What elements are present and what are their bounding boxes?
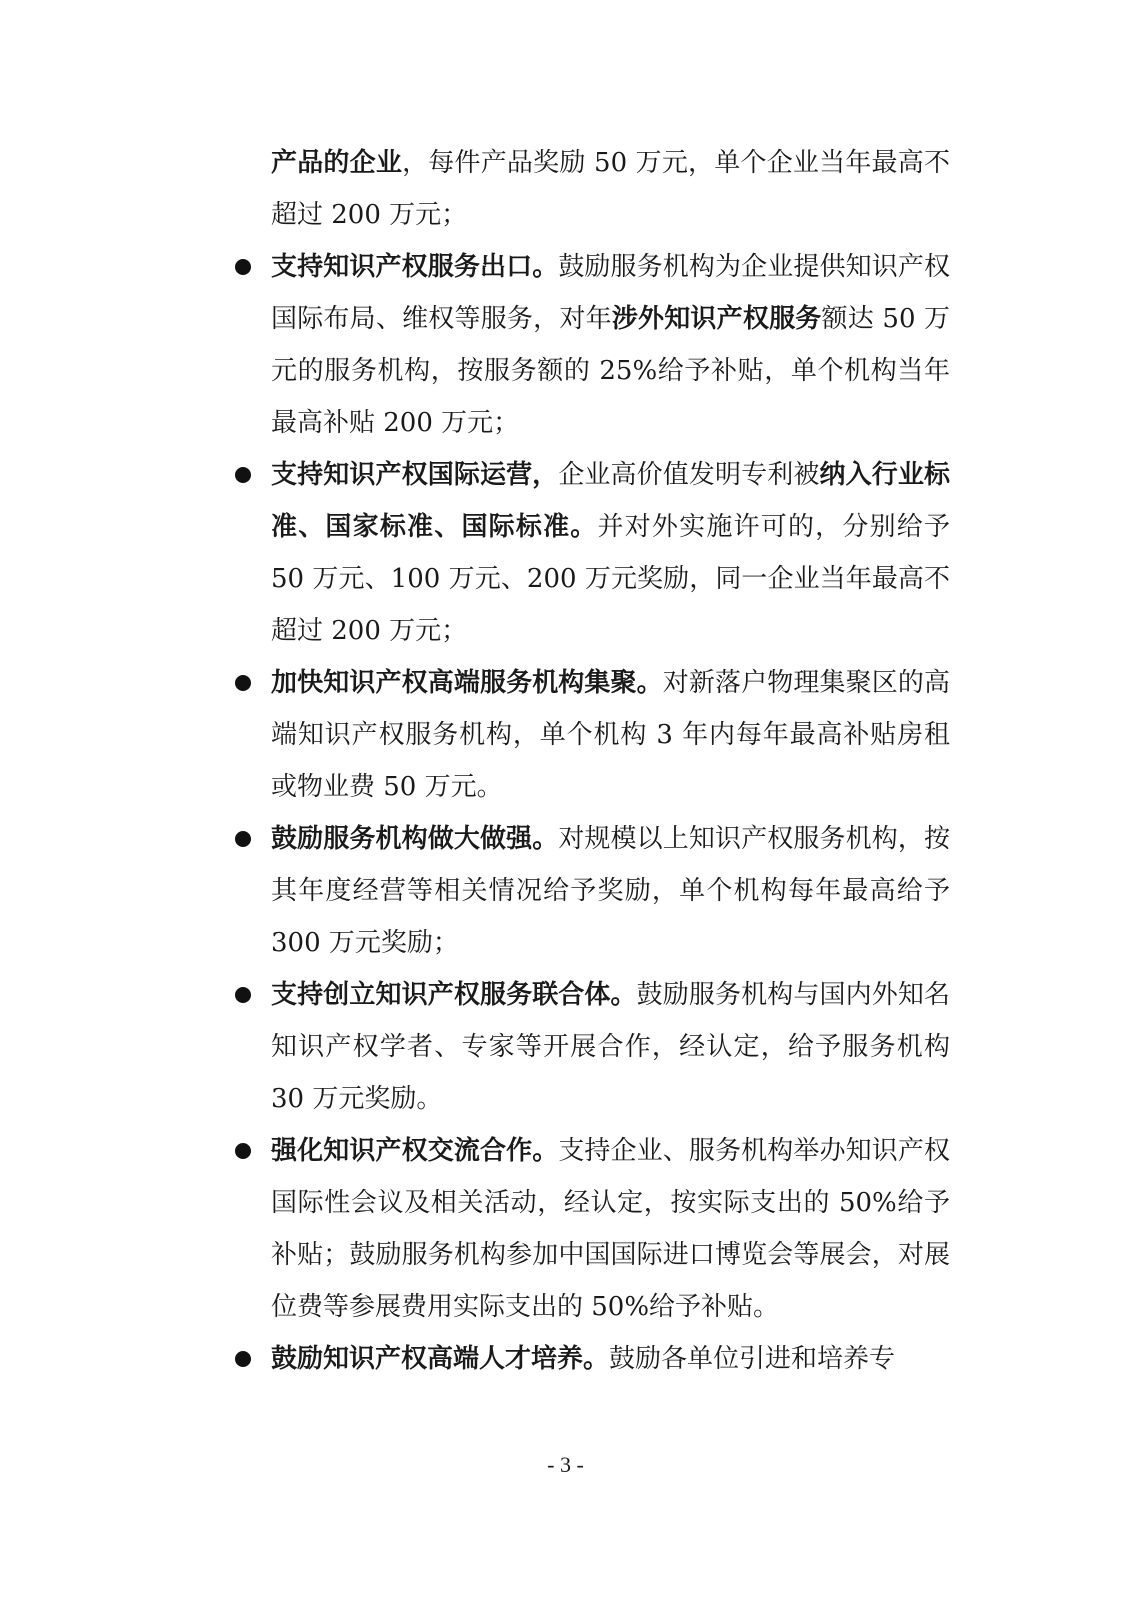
paragraph-2 (235, 449, 950, 657)
body-text: 鼓励各单位引进和培养专 (609, 1344, 896, 1374)
bullet-dot-icon (235, 467, 251, 483)
paragraph-1 (235, 241, 950, 449)
bold-text: 加快知识产权高端服务机构集聚。 (271, 668, 663, 698)
bullet-dot-icon (235, 259, 251, 275)
paragraph-4 (235, 813, 950, 969)
body-text: 鼓励服务机构为企业提供知识产权国际布局、维权等服务，对年 (271, 252, 950, 334)
body-text: 鼓励服务机构与国内外知名知识产权学者、专家等开展合作，经认定，给予服务机构 30 万元奖励。 (271, 980, 950, 1114)
paragraph-5 (235, 969, 950, 1125)
bold-text: 支持知识产权国际运营， (271, 460, 559, 490)
bold-text: 鼓励知识产权高端人才培养。 (271, 1344, 610, 1374)
bold-text: 纳入行业标准、国家标准、国际标准。 (271, 460, 950, 542)
bold-text: 涉外知识产权服务 (611, 304, 822, 334)
body-text: 对新落户物理集聚区的高端知识产权服务机构，单个机构 3 年内每年最高补贴房租或物业费 50 万元。 (271, 668, 950, 802)
bold-text: 鼓励服务机构做大做强。 (271, 824, 559, 854)
body-text: 并对外实施许可的，分别给予 50 万元、100 万元、200 万元奖励，同一企业当年最高不超过 200 万元； (271, 512, 950, 646)
bold-text: 支持知识产权服务出口。 (271, 252, 559, 282)
body-text: 支持企业、服务机构举办知识产权国际性会议及相关活动，经认定，按实际支出的 50%给予补贴；鼓励服务机构参加中国国际进口博览会等展会，对展位费等参展费用实际支出的 50%给予补贴。 (271, 1136, 950, 1322)
body-text: 对规模以上知识产权服务机构，按其年度经营等相关情况给予奖励，单个机构每年最高给予 300 万元奖励； (271, 824, 950, 958)
body-text: ，每件产品奖励 50 万元，单个企业当年最高不超过 200 万元； (271, 148, 950, 230)
page-number: - 3 - (547, 1452, 584, 1477)
bullet-dot-icon (235, 675, 251, 691)
body-text: 额达 50 万元的服务机构，按服务额的 25%给予补贴，单个机构当年最高补贴 200 万元； (271, 304, 950, 438)
bullet-dot-icon (235, 987, 251, 1003)
bold-text: 强化知识产权交流合作。 (271, 1136, 559, 1166)
paragraph-7 (235, 1333, 950, 1385)
bold-text: 支持创立知识产权服务联合体。 (271, 980, 637, 1010)
bullet-dot-icon (235, 1351, 251, 1367)
bold-text: 产品的企业 (271, 148, 403, 178)
paragraph-3 (235, 657, 950, 813)
document-body (235, 137, 950, 1385)
paragraph-6 (235, 1125, 950, 1333)
paragraph-0 (235, 137, 950, 241)
bullet-dot-icon (235, 831, 251, 847)
bullet-dot-icon (235, 1143, 251, 1159)
body-text: 企业高价值发明专利被 (558, 460, 820, 490)
